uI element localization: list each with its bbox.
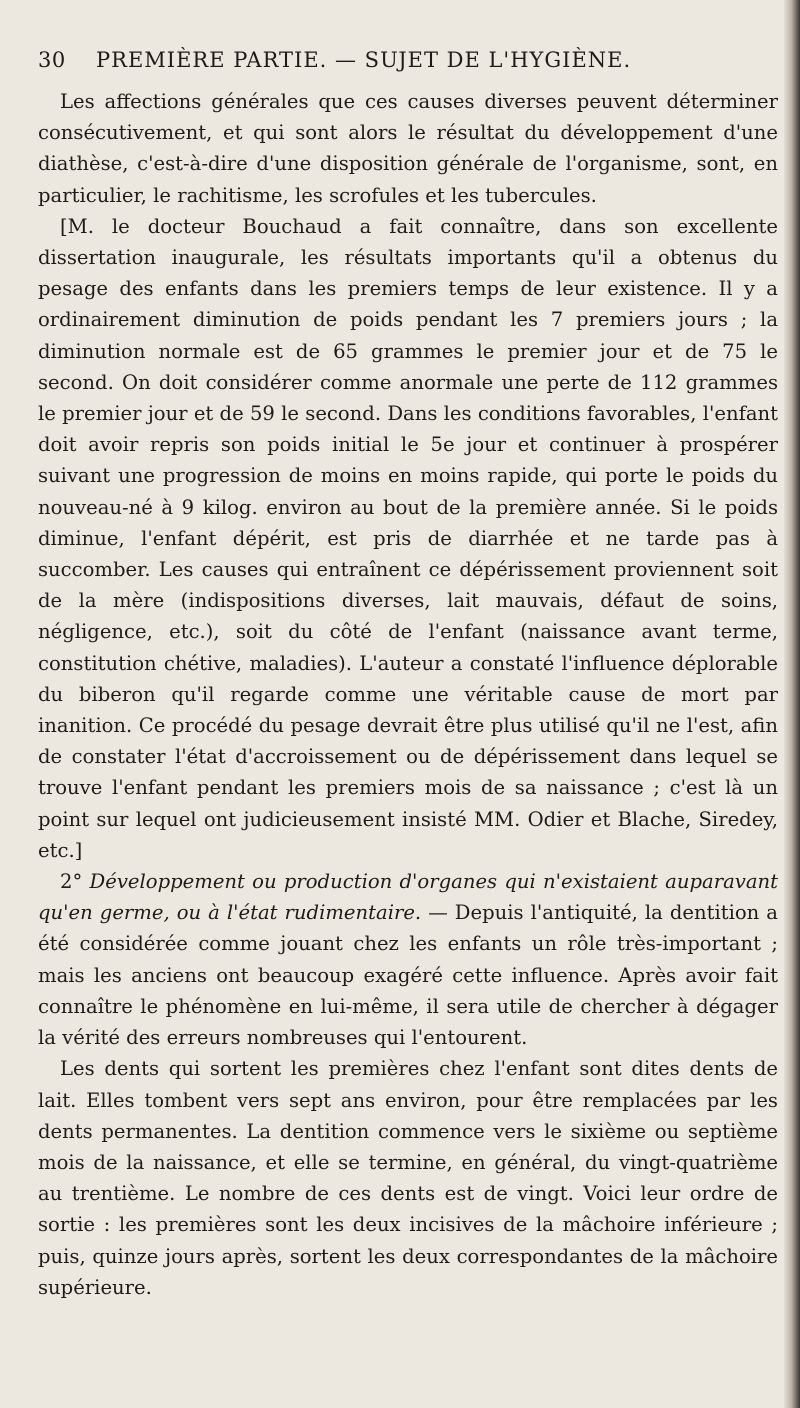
- paragraph-developpement-text: — Depuis l'antiquité, la dentition a été considérée comme jouant chez les enfants un rôle très-important ; mais les anciens ont beaucoup exagéré cette influence. Après avoir fait connaître le phénomène en lui-même, il sera utile de chercher à dégager la vérité des erreurs nombreuses qui l'entourent.: [38, 901, 778, 1050]
- page-number: 30: [38, 48, 66, 72]
- paragraph-affections: Les affections générales que ces causes diverses peuvent déterminer consécutivement, et qui sont alors le résultat du développement d'une diathèse, c'est-à-dire d'une disposition générale de l'organisme, sont, en particulier, le rachitisme, les scrofules et les tubercules.: [38, 90, 778, 207]
- section-number: 2°: [60, 870, 90, 894]
- chapter-header: PREMIÈRE PARTIE. — SUJET DE L'HYGIÈNE.: [96, 48, 632, 72]
- running-head: [38, 48, 778, 72]
- paragraph-dents: Les dents qui sortent les premières chez l'enfant sont dites dents de lait. Elles tombent vers sept ans environ, pour être remplacées par les dents permanentes. La dentition commence vers le sixième ou septième mois de la naissance, et elle se termine, en général, du vingt-quatrième au trentième. Le nombre de ces dents est de vingt. Voici leur ordre de sortie : les premières sont les deux incisives de la mâchoire inférieure ; puis, quinze jours après, sortent les deux correspondantes de la mâchoire supérieure.: [38, 1057, 778, 1299]
- paragraph-pesage: [M. le docteur Bouchaud a fait connaître, dans son excellente dissertation inaugurale, les résultats importants qu'il a obtenus du pesage des enfants dans les premiers temps de leur existence. Il y a ordinairement diminution de poids pendant les 7 premiers jours ; la diminution normale est de 65 grammes le premier jour et de 75 le second. On doit considérer comme anormale une perte de 112 grammes le premier jour et de 59 le second. Dans les conditions favorables, l'enfant doit avoir repris son poids initial le 5e jour et continuer à prospérer suivant une progression de moins en moins rapide, qui porte le poids du nouveau-né à 9 kilog. environ au bout de la première année. Si le poids diminue, l'enfant dépérit, est pris de diarrhée et ne tarde pas à succomber. Les causes qui entraînent ce dépérissement proviennent soit de la mère (indispositions diverses, lait mauvais, défaut de soins, négligence, etc.), soit du côté de l'enfant (naissance avant terme, constitution chétive, maladies). L'auteur a constaté l'influence déplorable du biberon qu'il regarde comme une véritable cause de mort par inanition. Ce procédé du pesage devrait être plus utilisé qu'il ne l'est, afin de constater l'état d'accroissement ou de dépérissement dans lequel se trouve l'enfant pendant les premiers mois de sa naissance ; c'est là un point sur lequel ont judicieusement insisté MM. Odier et Blache, Siredey, etc.]: [38, 214, 778, 862]
- paragraph-developpement: [38, 866, 778, 1053]
- page-edge-shadow: [784, 0, 800, 1408]
- section-heading: Développement ou production d'organes qui n'existaient auparavant qu'en germe, ou à l'état rudimentaire.: [38, 870, 778, 925]
- book-page: [38, 48, 778, 1303]
- body-text: [38, 86, 778, 1303]
